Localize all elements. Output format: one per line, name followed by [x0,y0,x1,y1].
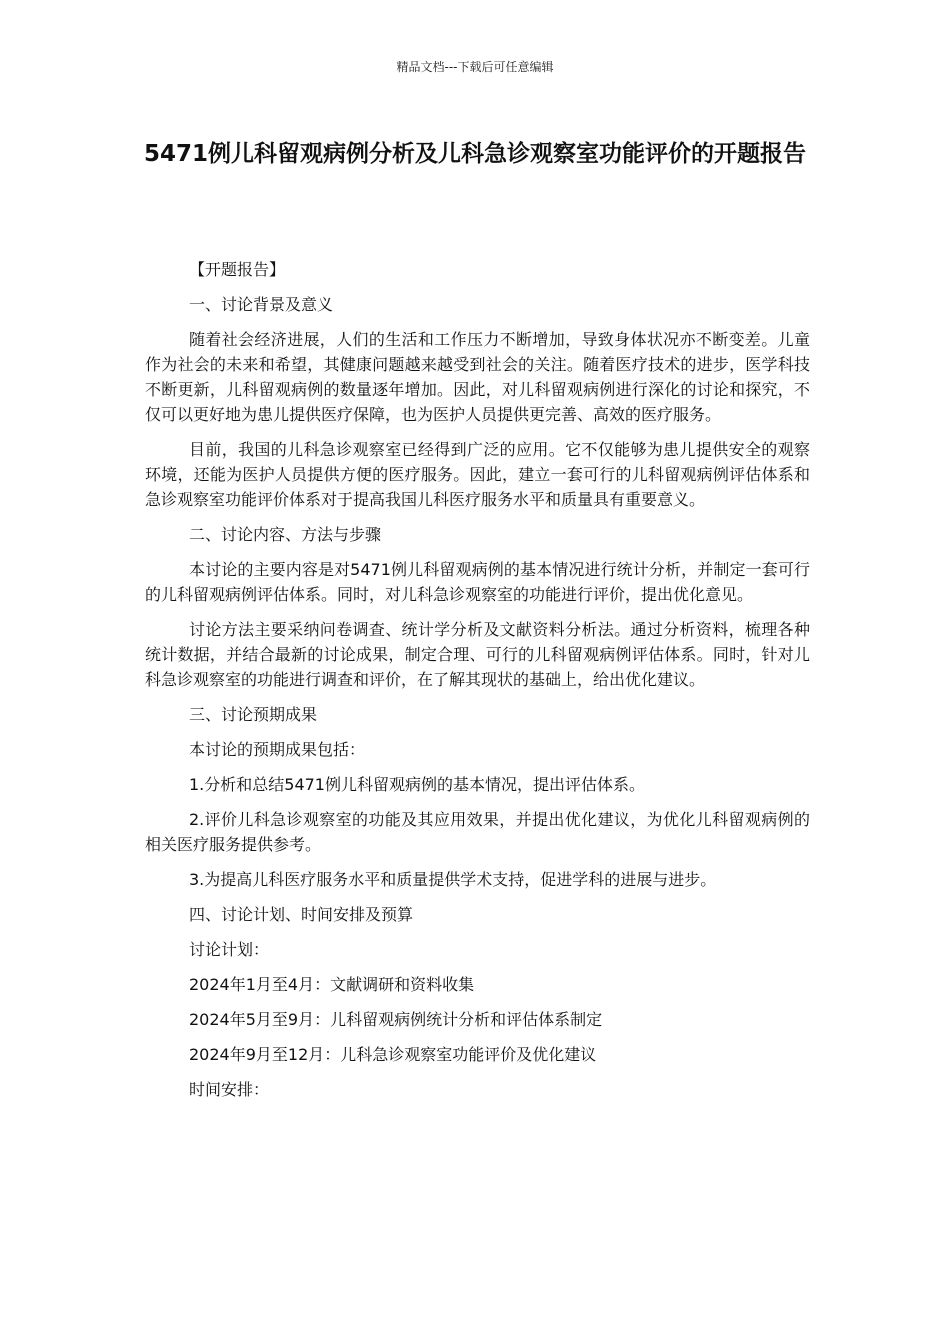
paragraph: 目前，我国的儿科急诊观察室已经得到广泛的应用。它不仅能够为患儿提供安全的观察环境，还能为医护人员提供方便的医疗服务。因此，建立一套可行的儿科留观病例评估体系和急诊观察室功能评价体系对于提高我国儿科医疗服务水平和质量具有重要意义。 [145,440,810,509]
paragraph: 本讨论的主要内容是对5471例儿科留观病例的基本情况进行统计分析，并制定一套可行的儿科留观病例评估体系。同时，对儿科急诊观察室的功能进行评价，提出优化意见。 [145,560,810,604]
page-header: 精品文档---下载后可任意编辑 [396,60,554,74]
outcomes-intro: 本讨论的预期成果包括： [189,740,366,759]
section-heading-background: 一、讨论背景及意义 [189,295,334,314]
section-heading-methods: 二、讨论内容、方法与步骤 [189,525,382,544]
paragraph: 随着社会经济进展，人们的生活和工作压力不断增加，导致身体状况亦不断变差。儿童作为社会的未来和希望，其健康问题越来越受到社会的关注。随着医疗技术的进步，医学科技不断更新，儿科留观病例的数量逐年增加。因此，对儿科留观病例进行深化的讨论和探究，不仅可以更好地为患儿提供医疗保障，也为医护人员提供更完善、高效的医疗服务。 [145,330,810,424]
report-label: 【开题报告】 [189,260,286,279]
section-heading-plan: 四、讨论计划、时间安排及预算 [189,905,414,924]
paragraph: 讨论方法主要采纳问卷调查、统计学分析及文献资料分析法。通过分析资料，梳理各种统计数据，并结合最新的讨论成果，制定合理、可行的儿科留观病例评估体系。同时，针对儿科急诊观察室的功能进行调查和评价，在了解其现状的基础上，给出优化建议。 [145,620,810,689]
plan-item: 2024年9月至12月：儿科急诊观察室功能评价及优化建议 [189,1045,597,1064]
plan-item: 2024年5月至9月：儿科留观病例统计分析和评估体系制定 [189,1010,603,1029]
plan-label: 讨论计划： [189,940,270,959]
document-title: 5471例儿科留观病例分析及儿科急诊观察室功能评价的开题报告 [143,141,806,167]
outcome-item: 3.为提高儿科医疗服务水平和质量提供学术支持，促进学科的进展与进步。 [189,870,717,889]
document-body [145,257,810,1112]
section-heading-outcomes: 三、讨论预期成果 [189,705,318,724]
schedule-label: 时间安排： [189,1080,270,1099]
outcome-item: 1.分析和总结5471例儿科留观病例的基本情况，提出评估体系。 [189,775,645,794]
plan-item: 2024年1月至4月：文献调研和资料收集 [189,975,475,994]
outcome-item: 2.评价儿科急诊观察室的功能及其应用效果，并提出优化建议，为优化儿科留观病例的相关医疗服务提供参考。 [145,810,810,854]
